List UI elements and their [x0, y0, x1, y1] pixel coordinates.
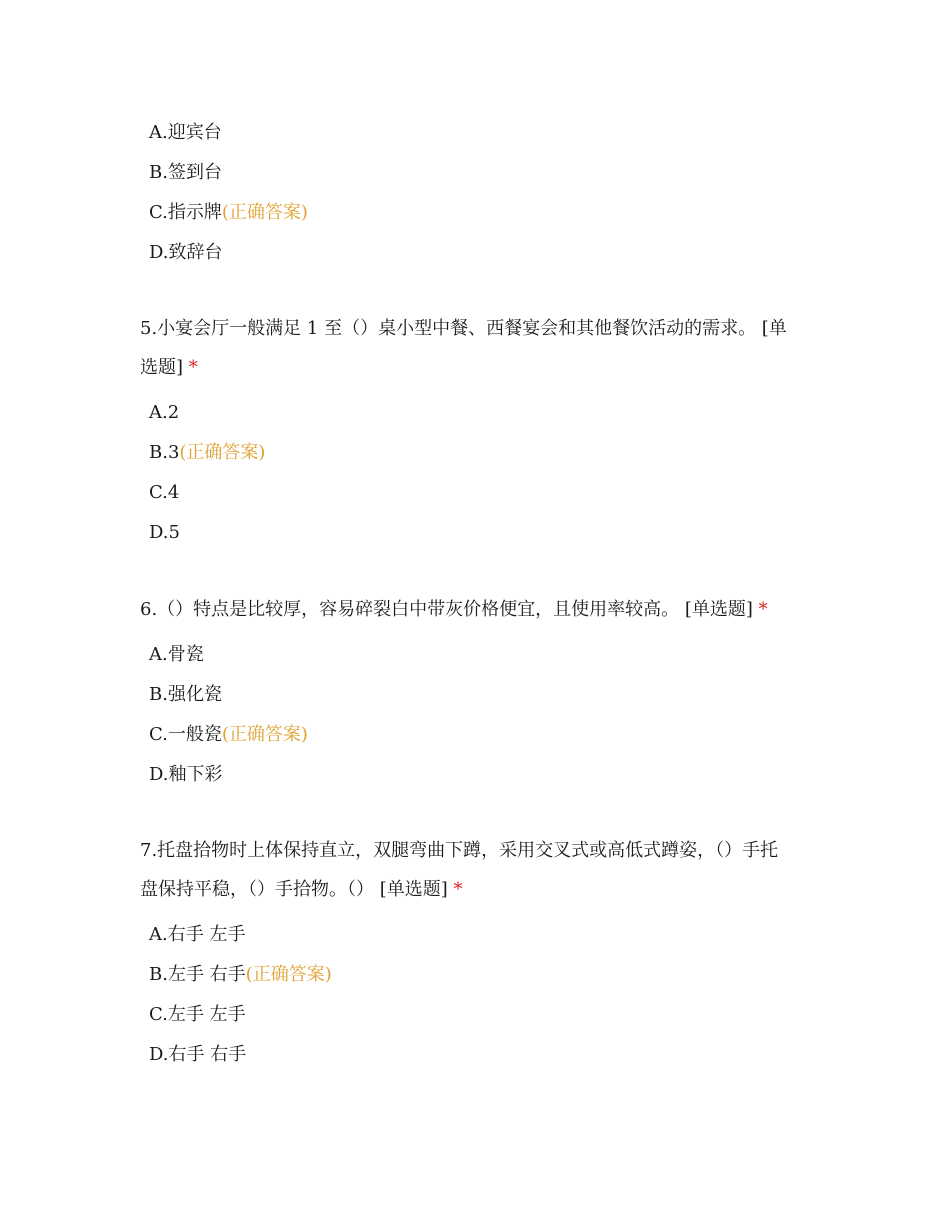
option-5d: D.5 — [149, 522, 180, 543]
option-5b: B.3(正确答案) — [149, 442, 266, 463]
option-5a: A.2 — [149, 402, 180, 423]
required-star: * — [758, 599, 768, 620]
question-6-text-line-1: 6.（）特点是比较厚，容易碎裂白中带灰价格便宜，且使用率较高。 [单选题] * — [140, 599, 768, 620]
option-4c: C.指示牌(正确答案) — [149, 202, 308, 223]
question-7-text-line-1: 7.托盘拾物时上体保持直立，双腿弯曲下蹲，采用交叉式或高低式蹲姿，（）手托 — [140, 840, 779, 861]
option-6b: B.强化瓷 — [149, 684, 222, 705]
option-7c: C.左手 左手 — [149, 1004, 246, 1025]
option-7d: D.右手 右手 — [149, 1044, 247, 1065]
question-5-text-line-2: 选题] * — [140, 357, 198, 378]
required-star: * — [453, 879, 463, 900]
correct-answer-marker: (正确答案) — [221, 724, 308, 745]
correct-answer-marker: (正确答案) — [221, 202, 308, 223]
correct-answer-marker: (正确答案) — [179, 442, 266, 463]
option-4a: A.迎宾台 — [149, 122, 222, 143]
option-6c: C.一般瓷(正确答案) — [149, 724, 308, 745]
option-4d: D.致辞台 — [149, 242, 223, 263]
option-6d: D.釉下彩 — [149, 764, 223, 785]
option-6a: A.骨瓷 — [149, 644, 204, 665]
correct-answer-marker: (正确答案) — [245, 964, 332, 985]
option-7b: B.左手 右手(正确答案) — [149, 964, 332, 985]
option-4b: B.签到台 — [149, 162, 222, 183]
option-5c: C.4 — [149, 482, 180, 503]
required-star: * — [188, 357, 198, 378]
question-5-text-line-1: 5.小宴会厅一般满足 1 至（）桌小型中餐、西餐宴会和其他餐饮活动的需求。 [单 — [140, 318, 787, 339]
question-7-text-line-2: 盘保持平稳，（）手拾物。（） [单选题] * — [140, 879, 463, 900]
option-7a: A.右手 左手 — [149, 924, 246, 945]
